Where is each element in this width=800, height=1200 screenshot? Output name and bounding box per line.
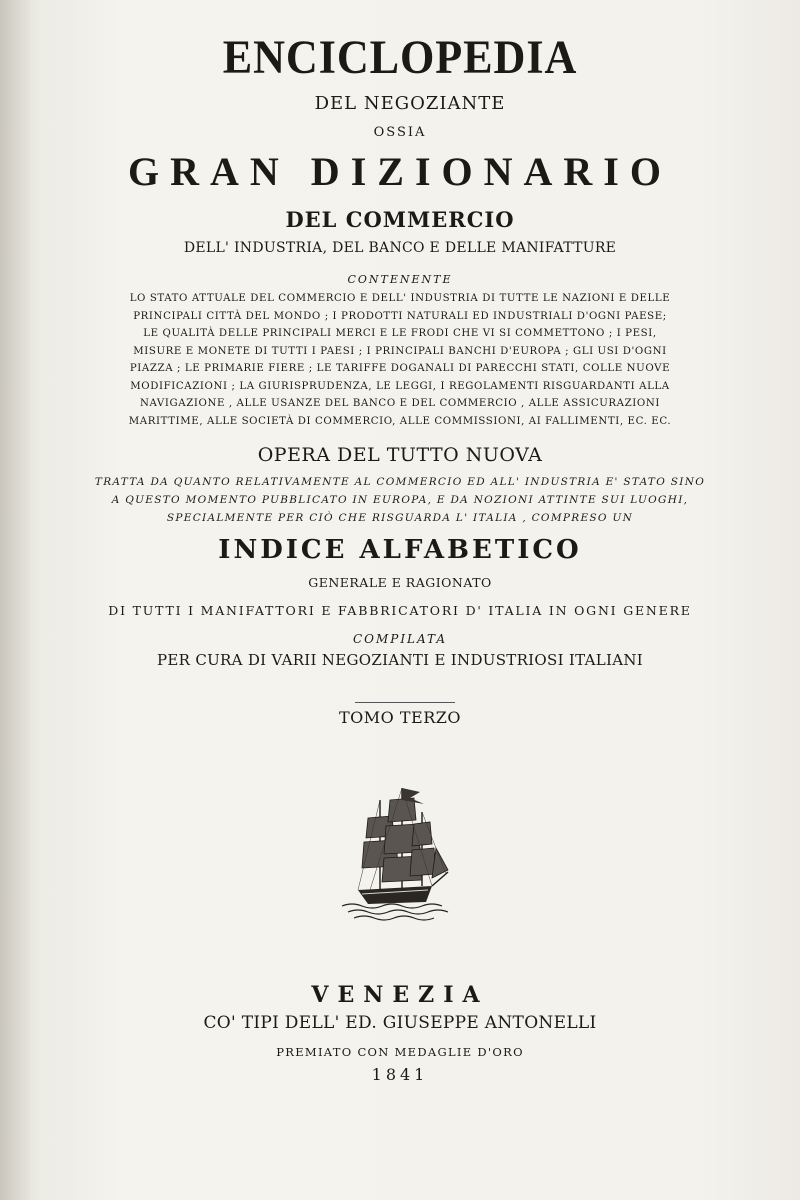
contents-paragraph: [110, 290, 690, 430]
industria-line: DELL' INDUSTRIA, DEL BANCO E DELLE MANIFATTURE: [183, 240, 617, 256]
tratta-paragraph: [80, 473, 720, 527]
divider-rule: [355, 702, 455, 703]
contents-line: LE QUALITÀ DELLE PRINCIPALI MERCI E LE FRODI CHE VI SI COMMETTONO ; I PESI,: [143, 328, 657, 339]
contents-line: PRINCIPALI CITTÀ DEL MONDO ; I PRODOTTI NATURALI ED INDUSTRIALI D'OGNI PAESE;: [133, 310, 667, 322]
tratta-line: SPECIALMENTE PER CIÒ CHE RISGUARDA L' ITALIA , COMPRESO UN: [166, 512, 634, 524]
contents-line: PIAZZA ; LE PRIMARIE FIERE ; LE TARIFFE DOGANALI DI PARECCHI STATI, COLLE NUOVE: [129, 363, 671, 374]
tratta-line: TRATTA DA QUANTO RELATIVAMENTE AL COMMERCIO ED ALL' INDUSTRIA E' STATO SINO: [94, 476, 706, 488]
contents-line: MODIFICAZIONI ; LA GIURISPRUDENZA, LE LEGGI, I REGOLAMENTI RISGUARDANTI ALLA: [130, 380, 670, 392]
ship-engraving: [340, 778, 450, 923]
contents-line: NAVIGAZIONE , ALLE USANZE DEL BANCO E DEL COMMERCIO , ALLE ASSICURAZIONI: [139, 398, 661, 409]
tratta-line: A QUESTO MOMENTO PUBBLICATO IN EUROPA, E DA NOZIONI ATTINTE SUI LUOGHI,: [111, 494, 689, 506]
opera-line: OPERA DEL TUTTO NUOVA: [257, 444, 543, 466]
premiato-line: PREMIATO CON MEDAGLIE D'ORO: [276, 1045, 524, 1059]
generale-line: GENERALE E RAGIONATO: [308, 575, 492, 590]
contents-line: LO STATO ATTUALE DEL COMMERCIO E DELL' INDUSTRIA DI TUTTE LE NAZIONI E DELLE: [129, 293, 671, 304]
main-title: ENCICLOPEDIA: [222, 31, 578, 84]
publication-year: 1841: [371, 1065, 429, 1084]
contenente-label: CONTENENTE: [347, 273, 453, 286]
per-cura-line: PER CURA DI VARII NEGOZIANTI E INDUSTRIOSI ITALIANI: [157, 651, 643, 669]
manifattori-line: DI TUTTI I MANIFATTORI E FABBRICATORI D' ITALIA IN OGNI GENERE: [108, 603, 692, 618]
gran-dizionario-title: GRAN DIZIONARIO: [128, 149, 672, 194]
printer-line: CO' TIPI DELL' ED. GIUSEPPE ANTONELLI: [203, 1013, 597, 1033]
indice-heading: INDICE ALFABETICO: [218, 535, 582, 565]
city-name: VENEZIA: [311, 982, 489, 1008]
contents-line: MARITTIME, ALLE SOCIETÀ DI COMMERCIO, ALLE COMMISSIONI, AI FALLIMENTI, EC. EC.: [128, 415, 672, 427]
subtitle-del-negoziante: DEL NEGOZIANTE: [314, 93, 506, 114]
compilata-label: COMPILATA: [352, 632, 448, 646]
del-commercio-heading: DEL COMMERCIO: [285, 207, 515, 232]
volume-label: TOMO TERZO: [338, 708, 461, 727]
subtitle-ossia: OSSIA: [373, 125, 427, 140]
contents-line: MISURE E MONETE DI TUTTI I PAESI ; I PRINCIPALI BANCHI D'EUROPA ; GLI USI D'OGNI: [133, 345, 667, 357]
